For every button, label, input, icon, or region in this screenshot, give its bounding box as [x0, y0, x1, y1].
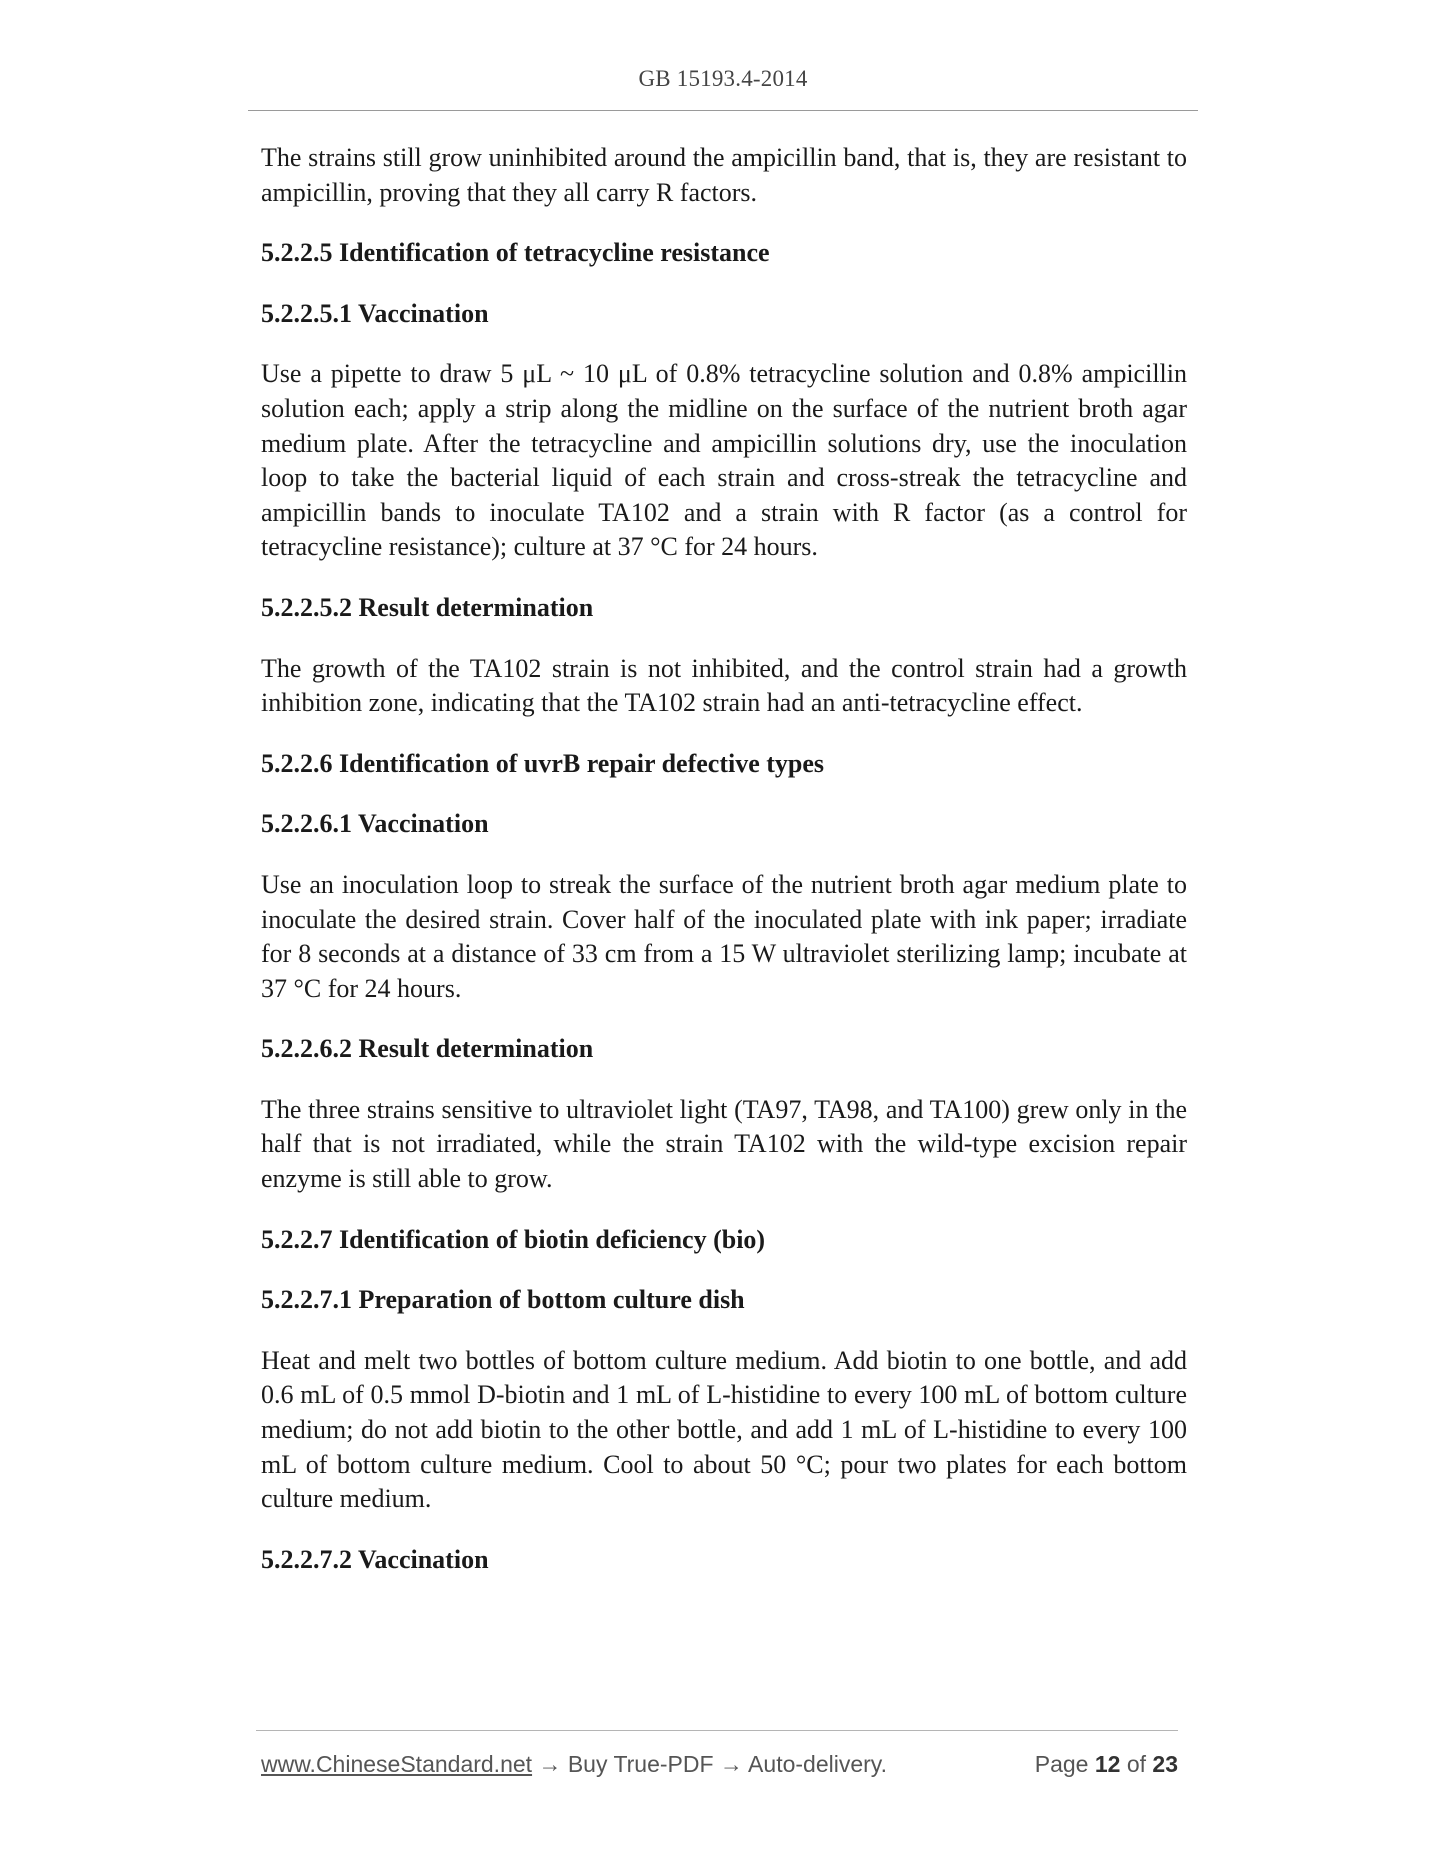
page-counter [1035, 1751, 1178, 1778]
heading-5-2-2-5-2: 5.2.2.5.2 Result determination [261, 592, 594, 622]
site-link[interactable]: www.ChineseStandard.net [261, 1751, 533, 1777]
paragraph-uvrb-result: The three strains sensitive to ultraviolet light (TA97, TA98, and TA100) grew only in the half that is not irradiated, while the strain TA102 with the wild-type excision repair enzyme is still able to grow. [261, 1094, 1187, 1194]
page-label: Page [1034, 1751, 1089, 1777]
heading-5-2-2-7: 5.2.2.7 Identification of biotin deficiency (bio) [261, 1224, 766, 1254]
paragraph-uvrb-vaccination: Use an inoculation loop to streak the surface of the nutrient broth agar medium plate to inoculate the desired strain. Cover half of the inoculated plate with ink paper; irradiate for 8 seconds at a distance of 33 cm from a 15 W ultraviolet sterilizing lamp; incubate at 37 °C for 24 hours. [261, 869, 1187, 1003]
footer-promo [261, 1751, 887, 1778]
page-footer [261, 1751, 1178, 1783]
heading-5-2-2-6: 5.2.2.6 Identification of uvrB repair defective types [261, 748, 825, 778]
paragraph-tetracycline-vaccination: Use a pipette to draw 5 μL ~ 10 μL of 0.8% tetracycline solution and 0.8% ampicillin solution each; apply a strip along the midline on the surface of the nutrient broth agar medium plate. After the tetracycline and ampicillin solutions dry, use the inoculation loop to take the bacterial liquid of each strain and cross-streak the tetracycline and ampicillin bands to inoculate TA102 and a strain with R factor (as a control for tetracycline resistance); culture at 37 °C for 24 hours. [261, 359, 1187, 562]
document-body [261, 141, 1187, 1603]
paragraph-ampicillin-result: The strains still grow uninhibited around the ampicillin band, that is, they are resistant to ampicillin, proving that they all carry R factors. [261, 143, 1187, 207]
paragraph-bottom-culture-preparation: Heat and melt two bottles of bottom culture medium. Add biotin to one bottle, and add 0.6 mL of 0.5 mmol D-biotin and 1 mL of L-histidine to every 100 mL of bottom culture medium; do not add biotin to the other bottle, and add 1 mL of L-histidine to every 100 mL of bottom culture medium. Cool to about 50 °C; pour two plates for each bottom culture medium. [261, 1345, 1187, 1514]
footer-promo-text: → Buy True-PDF → Auto-delivery. [532, 1751, 887, 1777]
total-pages-number: 23 [1152, 1751, 1178, 1777]
heading-5-2-2-5-1: 5.2.2.5.1 Vaccination [261, 298, 489, 328]
heading-5-2-2-5: 5.2.2.5 Identification of tetracycline resistance [261, 238, 770, 268]
heading-5-2-2-7-1: 5.2.2.7.1 Preparation of bottom culture dish [261, 1285, 745, 1315]
header-divider [248, 110, 1198, 111]
heading-5-2-2-6-2: 5.2.2.6.2 Result determination [261, 1034, 594, 1064]
document-header: GB 15193.4-2014 [638, 66, 808, 91]
heading-5-2-2-6-1: 5.2.2.6.1 Vaccination [261, 809, 489, 839]
heading-5-2-2-7-2: 5.2.2.7.2 Vaccination [261, 1544, 489, 1574]
paragraph-tetracycline-result: The growth of the TA102 strain is not inhibited, and the control strain had a growth inhibition zone, indicating that the TA102 strain had an anti-tetracycline effect. [261, 653, 1187, 718]
of-label: of [1126, 1751, 1147, 1777]
footer-divider [256, 1730, 1178, 1731]
current-page-number: 12 [1094, 1751, 1121, 1777]
